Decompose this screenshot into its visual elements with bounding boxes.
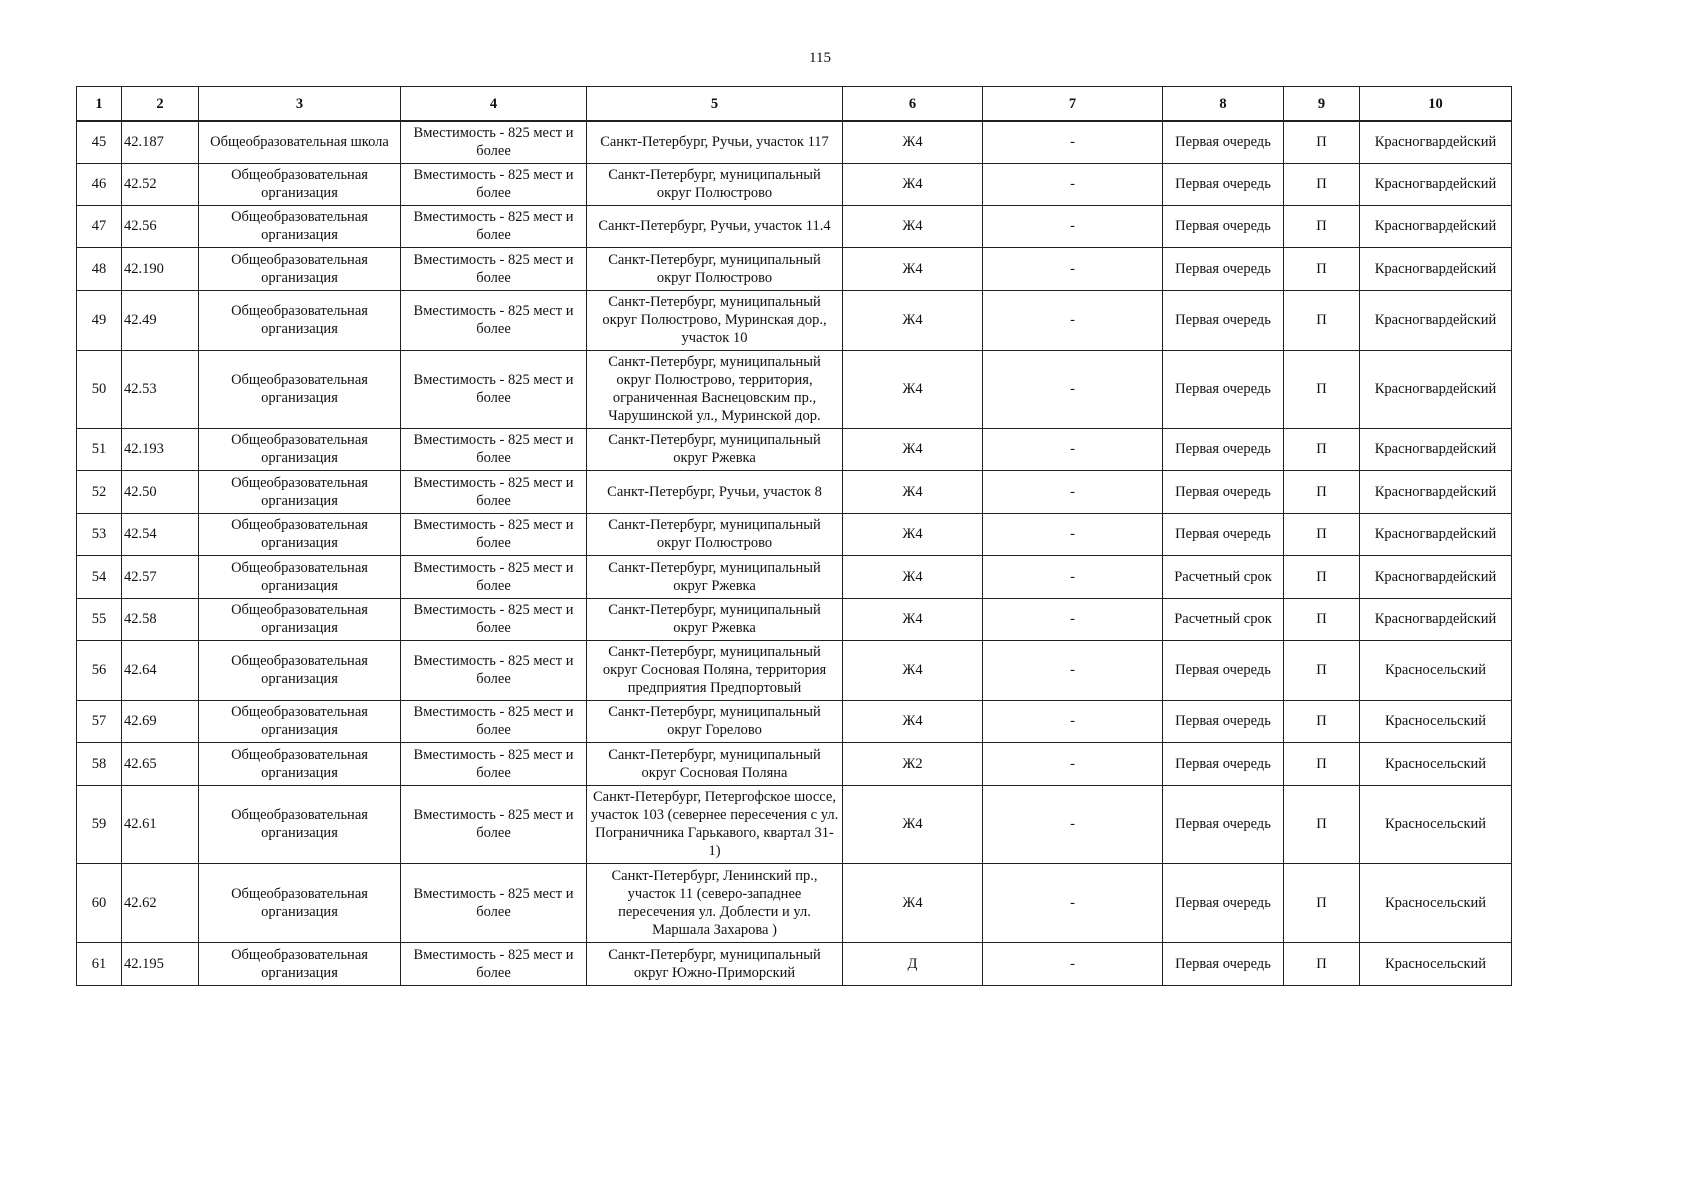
code-cell: 42.195 [122, 942, 199, 985]
column7-cell: - [983, 598, 1163, 640]
status-cell: П [1284, 785, 1360, 863]
zone-cell: Д [843, 942, 983, 985]
table-row [77, 470, 1512, 513]
location-cell: Санкт-Петербург, муниципальный округ Сосновая Поляна [587, 742, 843, 785]
stage-cell: Первая очередь [1163, 205, 1284, 247]
zone-cell: Ж4 [843, 290, 983, 350]
district-cell: Красногвардейский [1360, 163, 1512, 205]
table-row [77, 640, 1512, 700]
code-cell: 42.61 [122, 785, 199, 863]
object-cell: Общеобразовательная школа [199, 121, 401, 163]
object-cell: Общеобразовательная организация [199, 428, 401, 470]
location-cell: Санкт-Петербург, муниципальный округ Полюстрово [587, 247, 843, 290]
code-cell: 42.52 [122, 163, 199, 205]
column7-cell: - [983, 247, 1163, 290]
status-cell: П [1284, 700, 1360, 742]
object-cell: Общеобразовательная организация [199, 555, 401, 598]
zone-cell: Ж4 [843, 640, 983, 700]
zone-cell: Ж4 [843, 350, 983, 428]
stage-cell: Первая очередь [1163, 863, 1284, 942]
row-number-cell: 59 [77, 785, 122, 863]
zone-cell: Ж4 [843, 121, 983, 163]
status-cell: П [1284, 863, 1360, 942]
code-cell: 42.49 [122, 290, 199, 350]
status-cell: П [1284, 121, 1360, 163]
capacity-cell: Вместимость - 825 мест и более [401, 863, 587, 942]
district-cell: Красногвардейский [1360, 470, 1512, 513]
zone-cell: Ж4 [843, 470, 983, 513]
table-row [77, 942, 1512, 985]
object-cell: Общеобразовательная организация [199, 163, 401, 205]
capacity-cell: Вместимость - 825 мест и более [401, 742, 587, 785]
table-row [77, 247, 1512, 290]
location-cell: Санкт-Петербург, Ленинский пр., участок 11 (северо-западнее пересечения ул. Доблести и ул. Маршала Захарова ) [587, 863, 843, 942]
code-cell: 42.57 [122, 555, 199, 598]
table-row [77, 121, 1512, 163]
column7-cell: - [983, 640, 1163, 700]
column-header: 1 [77, 87, 122, 122]
capacity-cell: Вместимость - 825 мест и более [401, 205, 587, 247]
code-cell: 42.50 [122, 470, 199, 513]
object-cell: Общеобразовательная организация [199, 598, 401, 640]
stage-cell: Первая очередь [1163, 350, 1284, 428]
zone-cell: Ж4 [843, 247, 983, 290]
row-number-cell: 54 [77, 555, 122, 598]
location-cell: Санкт-Петербург, муниципальный округ Полюстрово [587, 513, 843, 555]
column-header: 5 [587, 87, 843, 122]
row-number-cell: 47 [77, 205, 122, 247]
capacity-cell: Вместимость - 825 мест и более [401, 942, 587, 985]
column-header: 2 [122, 87, 199, 122]
status-cell: П [1284, 205, 1360, 247]
capacity-cell: Вместимость - 825 мест и более [401, 290, 587, 350]
column7-cell: - [983, 290, 1163, 350]
district-cell: Красногвардейский [1360, 247, 1512, 290]
column7-cell: - [983, 555, 1163, 598]
stage-cell: Первая очередь [1163, 513, 1284, 555]
column7-cell: - [983, 428, 1163, 470]
location-cell: Санкт-Петербург, муниципальный округ Южно-Приморский [587, 942, 843, 985]
status-cell: П [1284, 290, 1360, 350]
zone-cell: Ж4 [843, 205, 983, 247]
district-cell: Красносельский [1360, 742, 1512, 785]
table-row [77, 598, 1512, 640]
stage-cell: Первая очередь [1163, 290, 1284, 350]
location-cell: Санкт-Петербург, муниципальный округ Полюстрово, Муринская дор., участок 10 [587, 290, 843, 350]
zone-cell: Ж4 [843, 863, 983, 942]
table-row [77, 513, 1512, 555]
status-cell: П [1284, 350, 1360, 428]
status-cell: П [1284, 470, 1360, 513]
row-number-cell: 50 [77, 350, 122, 428]
stage-cell: Первая очередь [1163, 247, 1284, 290]
code-cell: 42.187 [122, 121, 199, 163]
district-cell: Красногвардейский [1360, 513, 1512, 555]
district-cell: Красногвардейский [1360, 428, 1512, 470]
object-cell: Общеобразовательная организация [199, 700, 401, 742]
column7-cell: - [983, 942, 1163, 985]
location-cell: Санкт-Петербург, муниципальный округ Полюстрово [587, 163, 843, 205]
column7-cell: - [983, 742, 1163, 785]
status-cell: П [1284, 598, 1360, 640]
row-number-cell: 45 [77, 121, 122, 163]
stage-cell: Первая очередь [1163, 640, 1284, 700]
column-header: 3 [199, 87, 401, 122]
location-cell: Санкт-Петербург, муниципальный округ Ржевка [587, 598, 843, 640]
row-number-cell: 48 [77, 247, 122, 290]
stage-cell: Расчетный срок [1163, 598, 1284, 640]
zone-cell: Ж4 [843, 513, 983, 555]
district-cell: Красносельский [1360, 942, 1512, 985]
table-row [77, 785, 1512, 863]
object-cell: Общеобразовательная организация [199, 513, 401, 555]
location-cell: Санкт-Петербург, муниципальный округ Сосновая Поляна, территория предприятия Предпортовый [587, 640, 843, 700]
column7-cell: - [983, 350, 1163, 428]
object-cell: Общеобразовательная организация [199, 290, 401, 350]
object-cell: Общеобразовательная организация [199, 942, 401, 985]
column-header: 7 [983, 87, 1163, 122]
district-cell: Красногвардейский [1360, 205, 1512, 247]
column-header: 10 [1360, 87, 1512, 122]
capacity-cell: Вместимость - 825 мест и более [401, 555, 587, 598]
row-number-cell: 61 [77, 942, 122, 985]
stage-cell: Первая очередь [1163, 428, 1284, 470]
stage-cell: Первая очередь [1163, 742, 1284, 785]
location-cell: Санкт-Петербург, Ручьи, участок 11.4 [587, 205, 843, 247]
row-number-cell: 58 [77, 742, 122, 785]
status-cell: П [1284, 513, 1360, 555]
capacity-cell: Вместимость - 825 мест и более [401, 513, 587, 555]
header-row [77, 87, 1512, 122]
row-number-cell: 55 [77, 598, 122, 640]
capacity-cell: Вместимость - 825 мест и более [401, 247, 587, 290]
object-cell: Общеобразовательная организация [199, 205, 401, 247]
table-row [77, 863, 1512, 942]
column7-cell: - [983, 785, 1163, 863]
stage-cell: Первая очередь [1163, 470, 1284, 513]
code-cell: 42.69 [122, 700, 199, 742]
status-cell: П [1284, 640, 1360, 700]
location-cell: Санкт-Петербург, Петергофское шоссе, участок 103 (севернее пересечения с ул. Пограничника Гарькавого, квартал 31-1) [587, 785, 843, 863]
code-cell: 42.56 [122, 205, 199, 247]
table-row [77, 290, 1512, 350]
column-header: 8 [1163, 87, 1284, 122]
code-cell: 42.54 [122, 513, 199, 555]
district-cell: Красногвардейский [1360, 598, 1512, 640]
zone-cell: Ж4 [843, 785, 983, 863]
column-header: 9 [1284, 87, 1360, 122]
row-number-cell: 49 [77, 290, 122, 350]
code-cell: 42.64 [122, 640, 199, 700]
location-cell: Санкт-Петербург, муниципальный округ Ржевка [587, 555, 843, 598]
stage-cell: Первая очередь [1163, 121, 1284, 163]
capacity-cell: Вместимость - 825 мест и более [401, 700, 587, 742]
status-cell: П [1284, 942, 1360, 985]
data-table [76, 86, 1512, 986]
row-number-cell: 56 [77, 640, 122, 700]
row-number-cell: 60 [77, 863, 122, 942]
capacity-cell: Вместимость - 825 мест и более [401, 785, 587, 863]
code-cell: 42.62 [122, 863, 199, 942]
zone-cell: Ж4 [843, 163, 983, 205]
object-cell: Общеобразовательная организация [199, 470, 401, 513]
table-body [77, 121, 1512, 985]
column7-cell: - [983, 863, 1163, 942]
row-number-cell: 46 [77, 163, 122, 205]
stage-cell: Первая очередь [1163, 942, 1284, 985]
capacity-cell: Вместимость - 825 мест и более [401, 121, 587, 163]
status-cell: П [1284, 428, 1360, 470]
location-cell: Санкт-Петербург, муниципальный округ Горелово [587, 700, 843, 742]
location-cell: Санкт-Петербург, муниципальный округ Полюстрово, территория, ограниченная Васнецовским пр., Чарушинской ул., Муринской дор. [587, 350, 843, 428]
status-cell: П [1284, 247, 1360, 290]
status-cell: П [1284, 163, 1360, 205]
stage-cell: Первая очередь [1163, 163, 1284, 205]
capacity-cell: Вместимость - 825 мест и более [401, 470, 587, 513]
table-row [77, 555, 1512, 598]
code-cell: 42.58 [122, 598, 199, 640]
district-cell: Красногвардейский [1360, 121, 1512, 163]
location-cell: Санкт-Петербург, Ручьи, участок 117 [587, 121, 843, 163]
code-cell: 42.193 [122, 428, 199, 470]
column7-cell: - [983, 470, 1163, 513]
location-cell: Санкт-Петербург, Ручьи, участок 8 [587, 470, 843, 513]
row-number-cell: 51 [77, 428, 122, 470]
status-cell: П [1284, 555, 1360, 598]
zone-cell: Ж4 [843, 555, 983, 598]
capacity-cell: Вместимость - 825 мест и более [401, 640, 587, 700]
column7-cell: - [983, 513, 1163, 555]
table-row [77, 428, 1512, 470]
object-cell: Общеобразовательная организация [199, 640, 401, 700]
capacity-cell: Вместимость - 825 мест и более [401, 350, 587, 428]
stage-cell: Первая очередь [1163, 785, 1284, 863]
object-cell: Общеобразовательная организация [199, 350, 401, 428]
page-number: 115 [809, 50, 831, 66]
object-cell: Общеобразовательная организация [199, 742, 401, 785]
district-cell: Красносельский [1360, 640, 1512, 700]
table-row [77, 205, 1512, 247]
status-cell: П [1284, 742, 1360, 785]
district-cell: Красногвардейский [1360, 555, 1512, 598]
column-header: 6 [843, 87, 983, 122]
object-cell: Общеобразовательная организация [199, 785, 401, 863]
code-cell: 42.65 [122, 742, 199, 785]
district-cell: Красногвардейский [1360, 350, 1512, 428]
code-cell: 42.53 [122, 350, 199, 428]
stage-cell: Расчетный срок [1163, 555, 1284, 598]
capacity-cell: Вместимость - 825 мест и более [401, 163, 587, 205]
location-cell: Санкт-Петербург, муниципальный округ Ржевка [587, 428, 843, 470]
district-cell: Красносельский [1360, 863, 1512, 942]
column7-cell: - [983, 700, 1163, 742]
stage-cell: Первая очередь [1163, 700, 1284, 742]
district-cell: Красносельский [1360, 700, 1512, 742]
zone-cell: Ж2 [843, 742, 983, 785]
row-number-cell: 57 [77, 700, 122, 742]
code-cell: 42.190 [122, 247, 199, 290]
zone-cell: Ж4 [843, 700, 983, 742]
zone-cell: Ж4 [843, 598, 983, 640]
row-number-cell: 53 [77, 513, 122, 555]
column7-cell: - [983, 163, 1163, 205]
district-cell: Красносельский [1360, 785, 1512, 863]
row-number-cell: 52 [77, 470, 122, 513]
object-cell: Общеобразовательная организация [199, 247, 401, 290]
zone-cell: Ж4 [843, 428, 983, 470]
table-row [77, 700, 1512, 742]
column7-cell: - [983, 121, 1163, 163]
table-row [77, 163, 1512, 205]
table-row [77, 742, 1512, 785]
table-row [77, 350, 1512, 428]
district-cell: Красногвардейский [1360, 290, 1512, 350]
capacity-cell: Вместимость - 825 мест и более [401, 598, 587, 640]
column7-cell: - [983, 205, 1163, 247]
object-cell: Общеобразовательная организация [199, 863, 401, 942]
capacity-cell: Вместимость - 825 мест и более [401, 428, 587, 470]
column-header: 4 [401, 87, 587, 122]
